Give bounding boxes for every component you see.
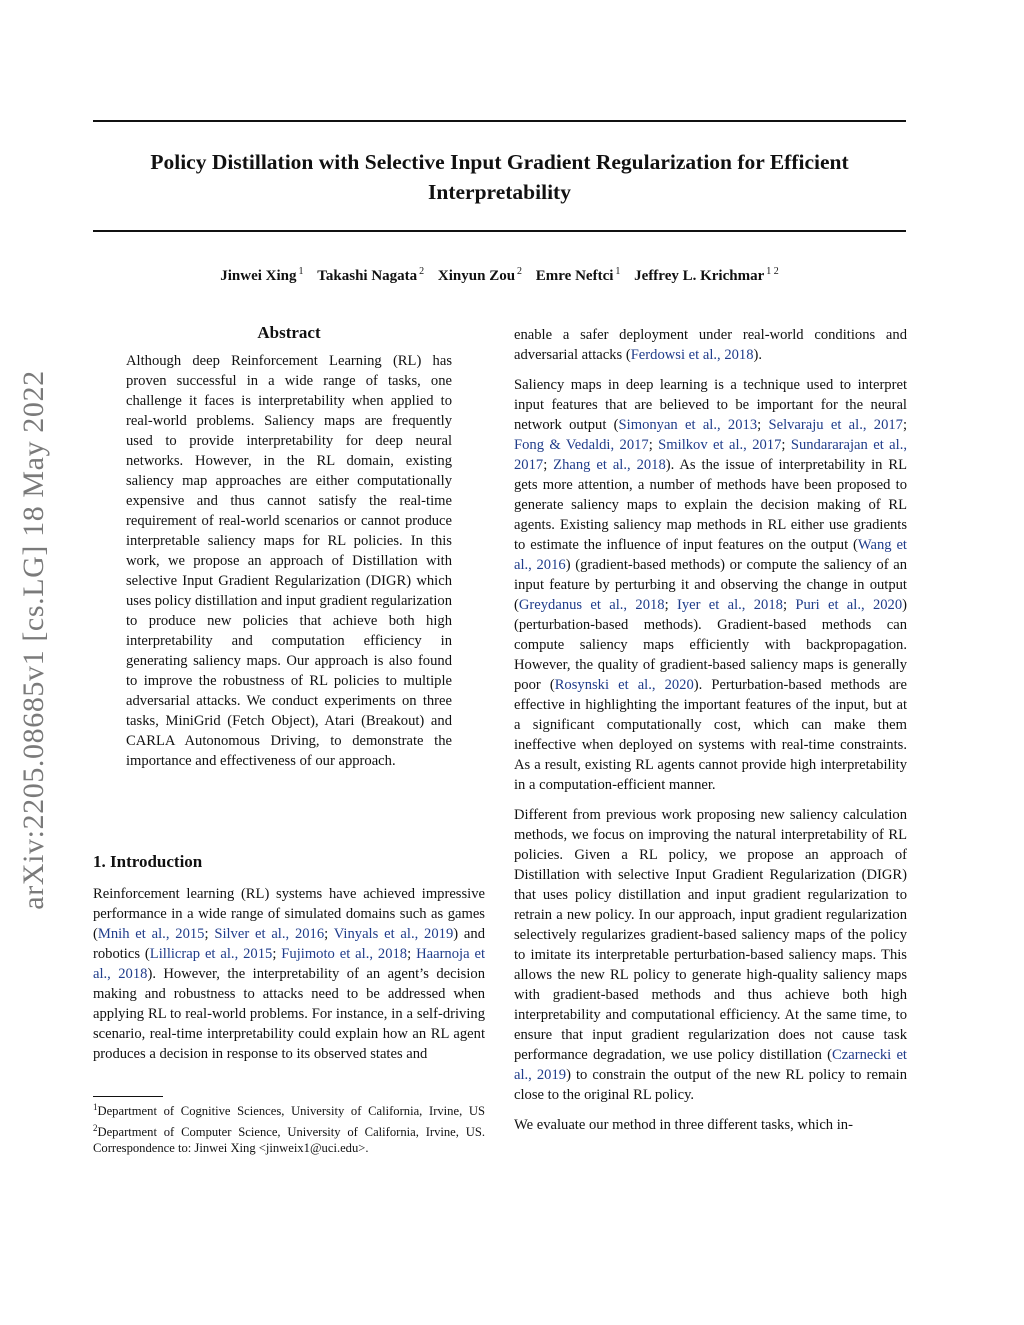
paper-title: Policy Distillation with Selective Input Gradient Regularization for Efficient Interpretability — [150, 150, 849, 204]
abstract-text: Although deep Reinforcement Learning (RL) has proven successful in a wide range of tasks, one challenge it faces is interpretability when applied to real-world problems. Saliency maps are frequently used to provide interpretability for deep neural networks. However, in the RL domain, existing saliency map approaches are either computationally expensive and thus cannot satisfy the real-time requirement of real-world scenarios or cannot produce interpretable saliency maps for RL policies. In this work, we propose an approach of Distillation with selective Input Gradient Regularization (DIGR) which uses policy distillation and input gradient regularization to produce new policies that achieve both high interpretability and computation efficiency in generating saliency maps. Our approach is also found to improve the robustness of RL policies to multiple adversarial attacks. We conduct experiments on three tasks, MiniGrid (Fetch Object), Atari (Breakout) and CARLA Autonomous Driving, to demonstrate the importance and effectiveness of our approach. — [126, 353, 452, 769]
abstract-section — [126, 321, 452, 771]
intro-paragraph: Reinforcement learning (RL) systems have achieved impressive performance in a wide range of simulated domains such as games (Mnih et al., 2015; Silver et al., 2016; Vinyals et al., 2019) and robotics (Lillicrap et al., 2015; Fujimoto et al., 2018; Haarnoja et al., 2018). However, the interpretability of an agent’s decision making and robustness to attacks need to be addressed when applying RL to real-world problems. For instance, in a self-driving scenario, real-time interpretability could explain how an RL agent produces a decision in response to its observed states and — [93, 886, 485, 1062]
citation-link[interactable]: Vinyals et al., 2019 — [333, 926, 454, 942]
citation-link[interactable]: Fujimoto et al., 2018 — [281, 946, 408, 962]
citation-link[interactable]: Greydanus et al., 2018 — [518, 597, 665, 613]
citation-link[interactable]: Rosynski et al., 2020 — [554, 677, 694, 693]
introduction-section — [93, 850, 485, 1064]
citation-link[interactable]: Simonyan et al., 2013 — [618, 417, 758, 433]
citation-link[interactable]: Silver et al., 2016 — [214, 926, 325, 942]
section-heading: 1. Introduction — [93, 852, 203, 871]
arxiv-id: arXiv:2205.08685v1 [cs.LG] 18 May 2022 — [17, 370, 50, 910]
intro-paragraph: We evaluate our method in three different tasks, which in- — [514, 1117, 853, 1133]
author: Jeffrey L. Krichmar $^{1 2}$ — [634, 266, 779, 284]
citation-link[interactable]: Selvaraju et al., 2017 — [768, 417, 903, 433]
author: Xinyun Zou $^2$ — [437, 266, 523, 284]
author-list — [93, 266, 906, 285]
citation-link[interactable]: Puri et al., 2020 — [795, 597, 903, 613]
footnote: $^1$Department of Cognitive Sciences, University of California, Irvine, US $^2$Department of Computer Science, University of California, Irvine, US. Correspondence to: Jinwei Xing <jinweix1@uci.edu>. — [93, 1102, 485, 1156]
right-column — [514, 325, 907, 1135]
citation-link[interactable]: Haarnoja et al., 2018 — [93, 946, 485, 982]
title-rule-bottom — [93, 230, 906, 232]
citation-link[interactable]: Mnih et al., 2015 — [97, 926, 205, 942]
citation-link[interactable]: Iyer et al., 2018 — [676, 597, 783, 613]
intro-paragraph: Saliency maps in deep learning is a technique used to interpret input features that are believed to be important for the neural network output (Simonyan et al., 2013; Selvaraju et al., 2017; Fong & Vedaldi, 2017; Smilkov et al., 2017; Sundararajan et al., 2017; Zhang et al., 2018). As the issue of interpretability in RL gets more attention, a number of methods have been proposed to generate saliency maps to explain the decision making of RL agents. Existing saliency map methods in RL either use gradients to estimate the influence of input features on the output (Wang et al., 2016) (gradient-based methods) or compute the saliency of an input feature by perturbing it and observing the change in output (Greydanus et al., 2018; Iyer et al., 2018; Puri et al., 2020) (perturbation-based methods). Gradient-based methods can compute saliency maps efficiently with backpropagation. However, the quality of gradient-based saliency maps is generally poor (Rosynski et al., 2020). Perturbation-based methods are effective in highlighting the important features of the input, but at a significant computationally cost, which can make them ineffective when deployed on systems with real-time constraints. As a result, existing RL agents cannot provide high interpretability in a computation-efficient manner. — [514, 377, 908, 793]
citation-link[interactable]: Smilkov et al., 2017 — [658, 437, 782, 453]
citation-link[interactable]: Fong & Vedaldi, 2017 — [514, 437, 649, 453]
footnote-rule — [93, 1096, 163, 1097]
citation-link[interactable]: Lillicrap et al., 2015 — [149, 946, 273, 962]
citation-link[interactable]: Zhang et al., 2018 — [553, 457, 666, 473]
author: Takashi Nagata $^2$ — [317, 266, 425, 284]
intro-paragraph: Different from previous work proposing new saliency calculation methods, we focus on improving the natural interpretability of RL policies. Given a RL policy, we propose an approach of Distillation with selective Input Gradient Regularization (DIGR) that uses policy distillation and input gradient regularization to retrain a new policy. In our approach, input gradient regularization selectively regularizes gradient-based saliency maps of the policy to imitate its interpretable perturbation-based saliency maps. This allows the new RL policy to generate high-quality saliency maps with gradient-based methods and thus achieve both high interpretability and computational efficiency. At the same time, to ensure that input gradient regularization does not cause task performance degradation, we use policy distillation (Czarnecki et al., 2019) to constrain the output of the new RL policy to remain close to the original RL policy. — [514, 807, 908, 1103]
author: Emre Neftci $^1$ — [535, 266, 621, 284]
intro-paragraph-continued: enable a safer deployment under real-world conditions and adversarial attacks (Ferdowsi et al., 2018). — [514, 327, 907, 363]
citation-link[interactable]: Ferdowsi et al., 2018 — [630, 347, 754, 363]
citation-link[interactable]: Czarnecki et al., 2019 — [514, 1047, 907, 1083]
citation-link[interactable]: Sundararajan et al., 2017 — [514, 437, 907, 473]
author: Jinwei Xing $^1$ — [220, 266, 304, 284]
citation-link[interactable]: Wang et al., 2016 — [514, 537, 907, 573]
title-rule-top — [93, 120, 906, 122]
abstract-heading: Abstract — [257, 323, 321, 342]
